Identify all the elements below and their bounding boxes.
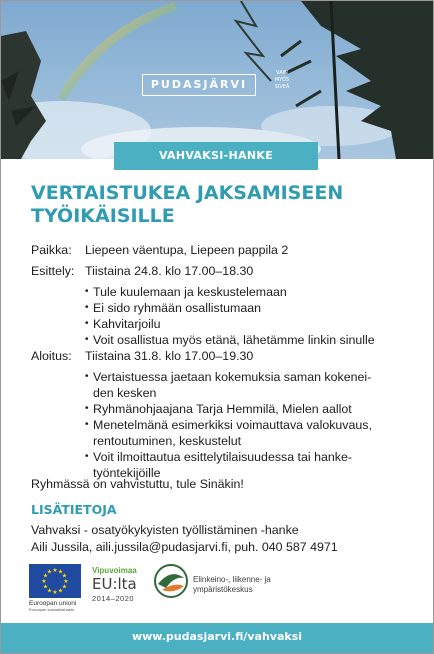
list-item-line: Vertaistuessa jaetaan kokemuksia saman kokenei- (93, 370, 372, 384)
project-banner: VAHVAKSI-HANKE (114, 142, 318, 170)
hero-photo (1, 1, 433, 159)
svg-text:★: ★ (57, 568, 64, 576)
info-project-line: Vahvaksi - osatyökykyisten työllistäminen -hanke (31, 523, 299, 537)
intro-label: Esittely: (31, 264, 75, 278)
svg-text:★: ★ (46, 568, 53, 576)
list-item: • Kahvitarjoilu (85, 316, 415, 332)
page-title (31, 182, 411, 228)
intro-row (31, 263, 254, 279)
svg-text:★: ★ (42, 583, 49, 591)
svg-text:★: ★ (61, 572, 68, 580)
title-line: VERTAISTUKEA JAKSAMISEEN (31, 182, 344, 204)
closing-text: Ryhmässä on vahvistuttu, tule Sinäkin! (31, 477, 244, 491)
list-item: • Tule kuulemaan ja keskustelemaan (85, 284, 415, 300)
sponsor-logos (29, 563, 409, 615)
info-contact-line: Aili Jussila, aili.jussila@pudasjarvi.fi, puh. 040 587 4971 (31, 540, 338, 554)
svg-text:★: ★ (41, 578, 47, 585)
place-row (31, 242, 289, 258)
eu-caption: Euroopan unioni (29, 600, 77, 607)
start-label: Aloitus: (31, 349, 72, 363)
eu-flag-icon (29, 564, 81, 598)
start-row (31, 348, 254, 364)
start-bullet-list (85, 369, 415, 481)
svg-text:★: ★ (42, 572, 49, 580)
list-item (85, 369, 415, 401)
list-item-line: Voit ilmoittautua esittelytilaisuudessa tai hanke- (93, 450, 352, 464)
svg-text:★: ★ (63, 578, 69, 585)
list-item: • Voit osallistua myös etänä, lähetämme linkin sinulle (85, 332, 415, 348)
website-link[interactable]: www.pudasjarvi.fi/vahvaksi (1, 623, 433, 653)
intro-bullet-list (85, 284, 415, 348)
svg-text:★: ★ (61, 583, 68, 591)
list-item-line: rentoutuminen, keskustelut (93, 434, 242, 448)
start-value: Tiistaina 31.8. klo 17.00–19.30 (85, 349, 254, 363)
list-item-line: den kesken (93, 386, 157, 400)
list-item-line: työntekijöille (93, 466, 161, 480)
intro-value: Tiistaina 24.8. klo 17.00–18.30 (85, 264, 254, 278)
svg-text:★: ★ (46, 587, 53, 595)
ely-line: ympäristökeskus (193, 585, 253, 594)
pudasjarvi-logo: PUDASJÄRVI (142, 74, 256, 96)
svg-text:★: ★ (57, 587, 64, 595)
eu-subcaption: Euroopan sosiaalirahasto (29, 607, 75, 612)
svg-text:★: ★ (52, 567, 58, 574)
list-item: • Ei sido ryhmään osallistumaan (85, 300, 415, 316)
list-item-line: Menetelmänä esimerkiksi voimauttava valokuvaus, (93, 418, 372, 432)
ely-centre-icon (154, 564, 188, 598)
list-item-line: Ryhmänohjaajana Tarja Hemmilä, Mielen aallot (93, 402, 352, 416)
list-item (85, 401, 415, 417)
vipuvoimaa-logo: EU:lta (92, 575, 137, 593)
title-line: TYÖIKÄISILLE (31, 205, 175, 227)
place-label: Paikka: (31, 243, 72, 257)
vipuvoimaa-label: Vipuvoimaa (92, 566, 137, 575)
list-item (85, 417, 415, 449)
svg-text:★: ★ (52, 589, 58, 596)
ely-centre-text (193, 575, 271, 595)
ely-line: Elinkeino-, liikenne- ja (193, 575, 271, 584)
logo-slogan: VAIN MYÖS SIVEÄ (274, 70, 290, 90)
info-heading: LISÄTIETOJA (31, 502, 117, 517)
vipuvoimaa-years: 2014–2020 (92, 594, 135, 603)
place-value: Liepeen väentupa, Liepeen pappila 2 (85, 243, 289, 257)
